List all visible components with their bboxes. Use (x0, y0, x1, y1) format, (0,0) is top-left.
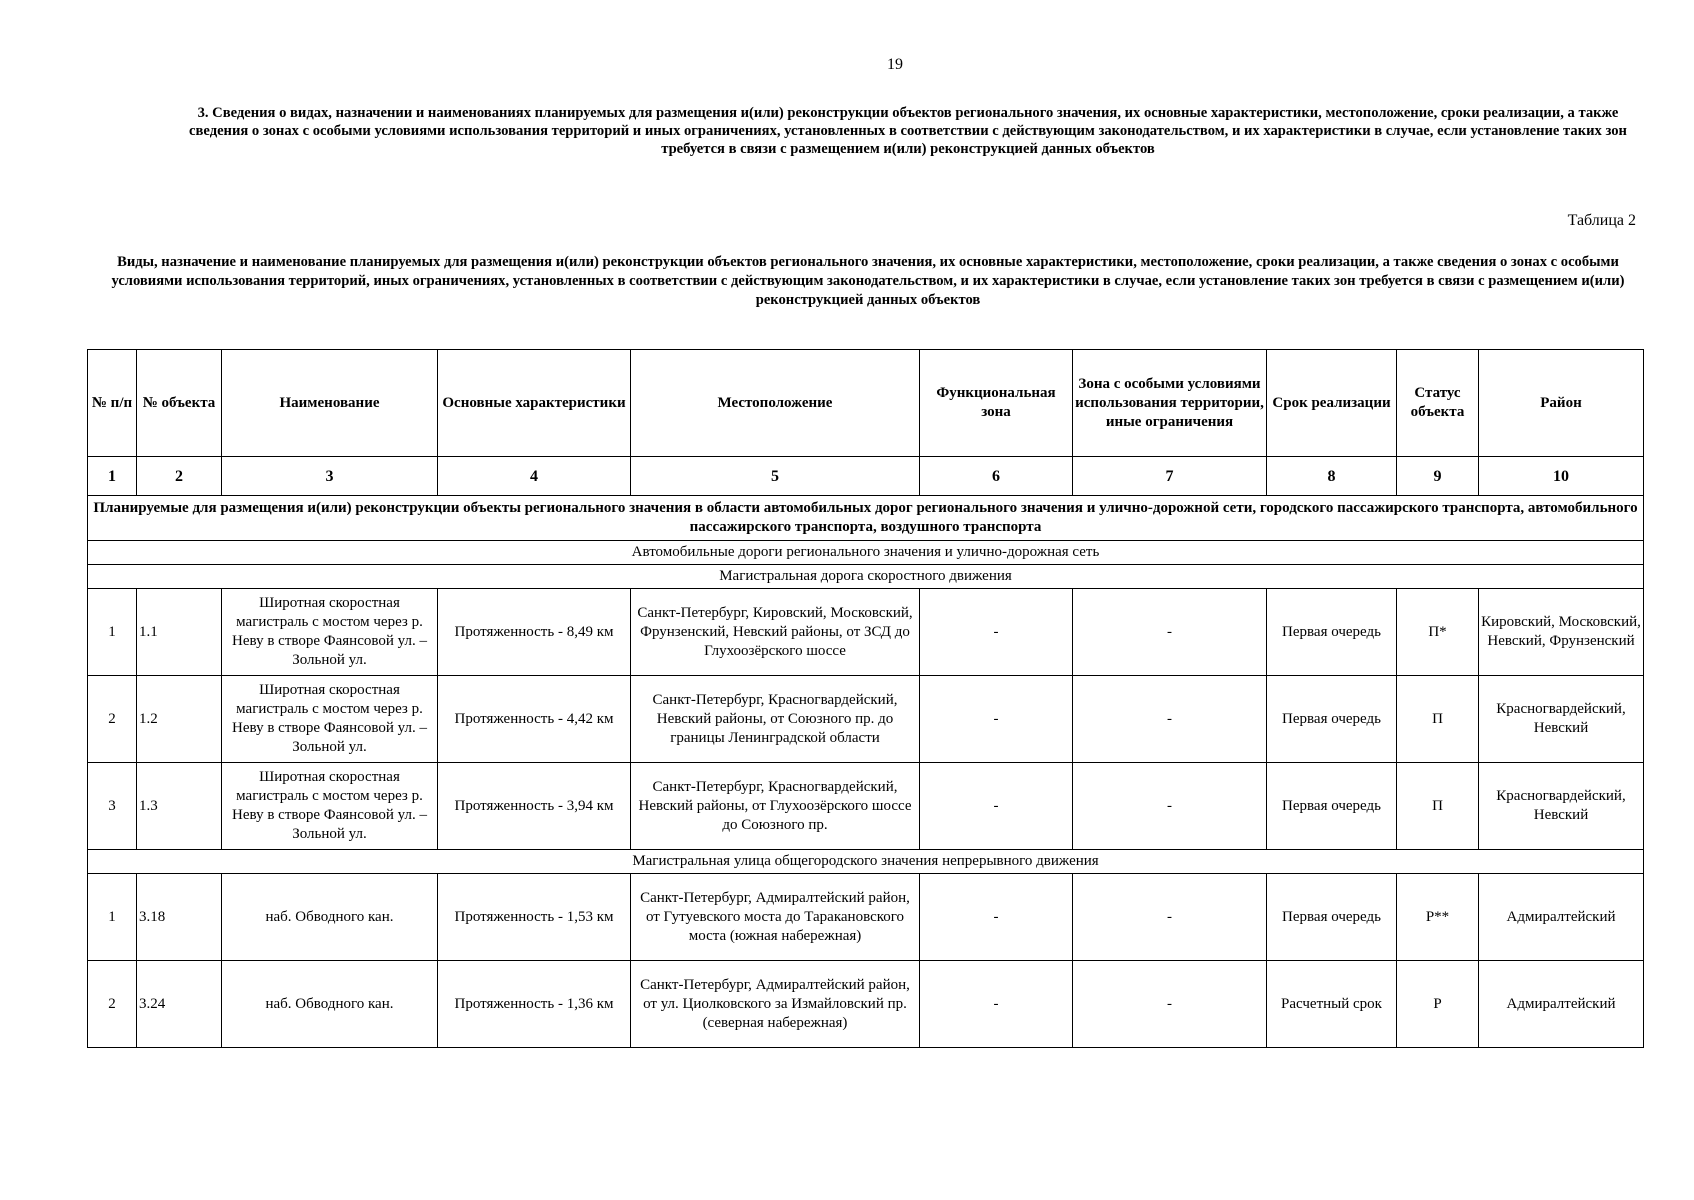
table-row (88, 676, 1644, 763)
table-label: Таблица 2 (1567, 212, 1636, 229)
cell-status: П (1397, 676, 1479, 763)
table-row (88, 763, 1644, 850)
column-number: 2 (137, 457, 222, 496)
cell-char: Протяженность - 1,53 км (438, 874, 631, 961)
cell-func-zone: - (920, 589, 1073, 676)
header-cell: Статус объекта (1397, 350, 1479, 457)
cell-special-zone: - (1073, 676, 1267, 763)
column-number: 7 (1073, 457, 1267, 496)
column-number: 5 (631, 457, 920, 496)
cell-district: Адмиралтейский (1479, 874, 1644, 961)
cell-obj: 3.18 (137, 874, 222, 961)
subheading-street: Магистральная улица общегородского значения непрерывного движения (88, 850, 1644, 874)
cell-term: Расчетный срок (1267, 961, 1397, 1048)
cell-district: Красногвардейский, Невский (1479, 676, 1644, 763)
cell-char: Протяженность - 8,49 км (438, 589, 631, 676)
header-cell: Наименование (222, 350, 438, 457)
cell-num: 3 (88, 763, 137, 850)
column-number: 9 (1397, 457, 1479, 496)
header-cell: № п/п (88, 350, 137, 457)
header-cell: Район (1479, 350, 1644, 457)
header-cell: Зона с особыми условиями использования территории, иные ограничения (1073, 350, 1267, 457)
cell-name: Широтная скоростная магистраль с мостом через р. Неву в створе Фаянсовой ул. – Зольной ул. (222, 589, 438, 676)
subheading-row (88, 541, 1644, 565)
column-number: 4 (438, 457, 631, 496)
column-number: 1 (88, 457, 137, 496)
header-cell: Основные характеристики (438, 350, 631, 457)
cell-char: Протяженность - 3,94 км (438, 763, 631, 850)
column-number: 10 (1479, 457, 1644, 496)
group-heading-row (88, 496, 1644, 541)
subheading-row (88, 565, 1644, 589)
header-cell: Функциональная зона (920, 350, 1073, 457)
cell-char: Протяженность - 1,36 км (438, 961, 631, 1048)
cell-func-zone: - (920, 763, 1073, 850)
cell-num: 2 (88, 676, 137, 763)
cell-district: Красногвардейский, Невский (1479, 763, 1644, 850)
header-cell: Местоположение (631, 350, 920, 457)
cell-location: Санкт-Петербург, Адмиралтейский район, от Гутуевского моста до Таракановского моста (южная набережная) (631, 874, 920, 961)
cell-term: Первая очередь (1267, 589, 1397, 676)
cell-term: Первая очередь (1267, 676, 1397, 763)
cell-obj: 1.1 (137, 589, 222, 676)
cell-status: Р** (1397, 874, 1479, 961)
table-title: Виды, назначение и наименование планируемых для размещения и(или) реконструкции объектов регионального значения, их основные характеристики, местоположение, сроки реализации, а также сведения о зонах с особыми условиями использования территорий, иных ограничениях, установленных в соответствии с действующим законодательством, и их характеристики в случае, если установление таких зон требуется в связи с размещением и(или) реконструкцией данных объектов (111, 254, 1625, 308)
column-number: 3 (222, 457, 438, 496)
cell-district: Адмиралтейский (1479, 961, 1644, 1048)
subheading-highway: Магистральная дорога скоростного движения (88, 565, 1644, 589)
group-heading: Планируемые для размещения и(или) реконструкции объекты регионального значения в области автомобильных дорог регионального значения и улично-дорожной сети, городского пассажирского транспорта, автомобильного пассажирского транспорта, воздушного транспорта (88, 496, 1644, 541)
cell-term: Первая очередь (1267, 874, 1397, 961)
cell-special-zone: - (1073, 961, 1267, 1048)
cell-location: Санкт-Петербург, Кировский, Московский, Фрунзенский, Невский районы, от ЗСД до Глухоозёрского шоссе (631, 589, 920, 676)
cell-location: Санкт-Петербург, Красногвардейский, Невский районы, от Союзного пр. до границы Ленинградской области (631, 676, 920, 763)
table-header-row (88, 350, 1644, 457)
cell-name: наб. Обводного кан. (222, 961, 438, 1048)
regional-objects-table (87, 349, 1644, 1048)
cell-location: Санкт-Петербург, Адмиралтейский район, от ул. Циолковского за Измайловский пр. (северная набережная) (631, 961, 920, 1048)
cell-status: П (1397, 763, 1479, 850)
column-number: 6 (920, 457, 1073, 496)
page-number: 19 (887, 56, 903, 73)
cell-special-zone: - (1073, 763, 1267, 850)
cell-func-zone: - (920, 961, 1073, 1048)
cell-term: Первая очередь (1267, 763, 1397, 850)
subheading-row (88, 850, 1644, 874)
cell-name: Широтная скоростная магистраль с мостом через р. Неву в створе Фаянсовой ул. – Зольной ул. (222, 676, 438, 763)
cell-num: 2 (88, 961, 137, 1048)
column-number: 8 (1267, 457, 1397, 496)
header-cell: № объекта (137, 350, 222, 457)
cell-num: 1 (88, 874, 137, 961)
cell-num: 1 (88, 589, 137, 676)
cell-location: Санкт-Петербург, Красногвардейский, Невский районы, от Глухоозёрского шоссе до Союзного пр. (631, 763, 920, 850)
cell-obj: 1.3 (137, 763, 222, 850)
cell-obj: 1.2 (137, 676, 222, 763)
cell-name: наб. Обводного кан. (222, 874, 438, 961)
cell-status: П* (1397, 589, 1479, 676)
cell-func-zone: - (920, 874, 1073, 961)
section-title: 3. Сведения о видах, назначении и наименованиях планируемых для размещения и(или) реконструкции объектов регионального значения, их основные характеристики, местоположение, сроки реализации, а также сведения о зонах с особыми условиями использования территорий и иных ограничениях, установленных в соответствии с действующим законодательством, и их характеристики в случае, если установление таких зон требуется в связи с размещением и(или) реконструкцией данных объектов (189, 105, 1627, 157)
cell-func-zone: - (920, 676, 1073, 763)
table-row (88, 874, 1644, 961)
cell-obj: 3.24 (137, 961, 222, 1048)
cell-special-zone: - (1073, 589, 1267, 676)
cell-district: Кировский, Московский, Невский, Фрунзенский (1479, 589, 1644, 676)
cell-char: Протяженность - 4,42 км (438, 676, 631, 763)
cell-status: Р (1397, 961, 1479, 1048)
cell-name: Широтная скоростная магистраль с мостом через р. Неву в створе Фаянсовой ул. – Зольной ул. (222, 763, 438, 850)
cell-special-zone: - (1073, 874, 1267, 961)
table-row (88, 589, 1644, 676)
header-cell: Срок реализации (1267, 350, 1397, 457)
table-row (88, 961, 1644, 1048)
subheading-roads: Автомобильные дороги регионального значения и улично-дорожная сеть (88, 541, 1644, 565)
column-number-row (88, 457, 1644, 496)
